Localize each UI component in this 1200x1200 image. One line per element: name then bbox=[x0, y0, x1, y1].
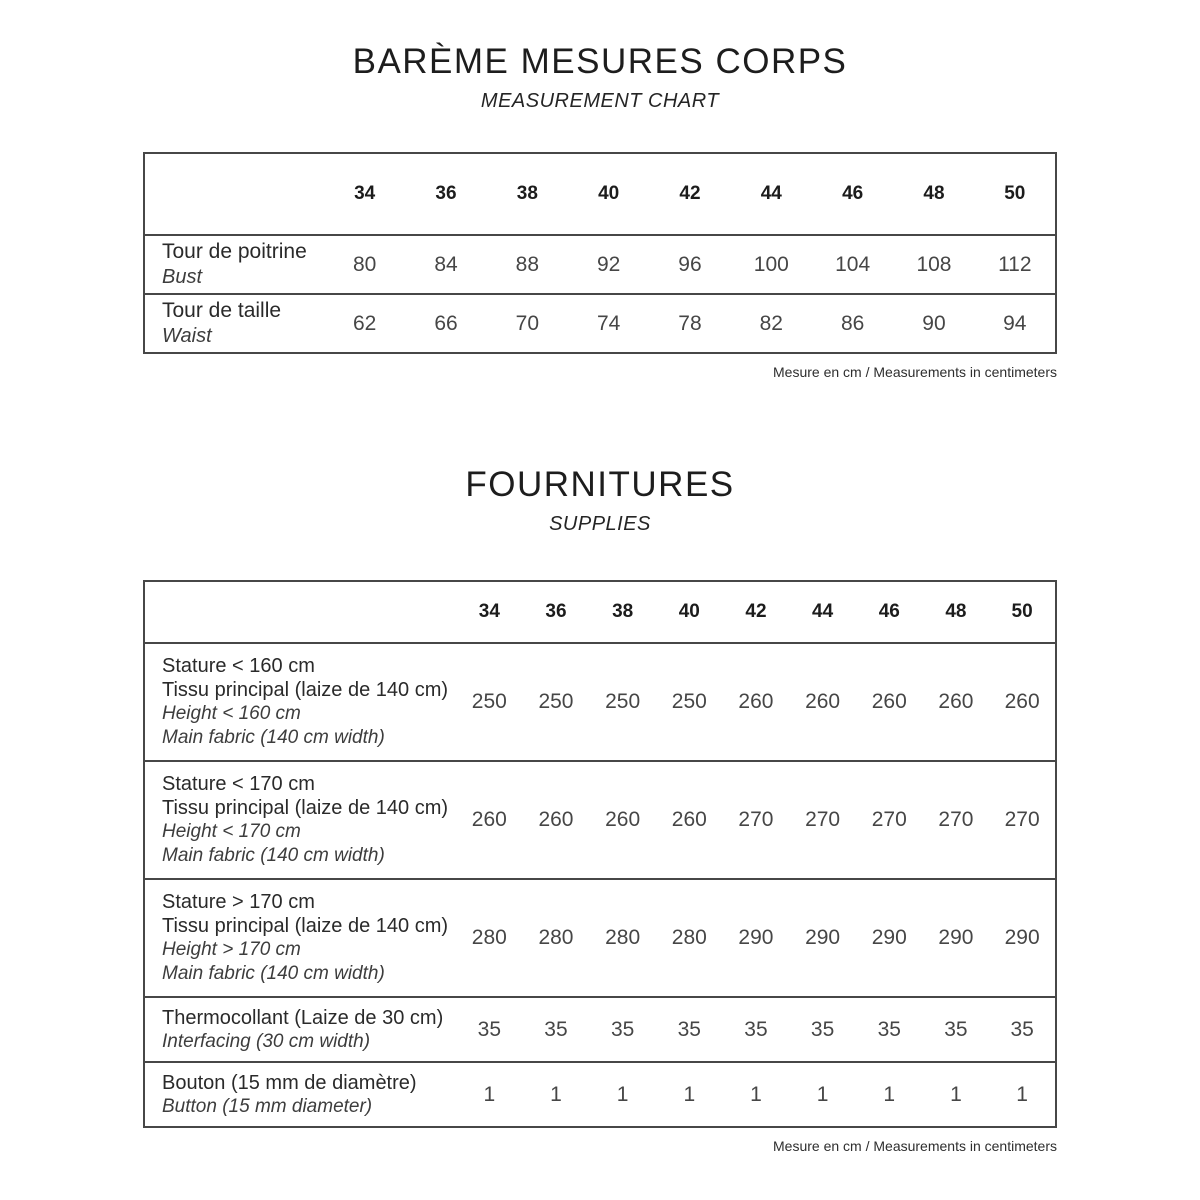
row-label-fr: Stature < 160 cm bbox=[162, 655, 315, 677]
table-row-waist bbox=[144, 294, 1056, 353]
row-label bbox=[144, 235, 324, 294]
row-label-en: Height > 170 cm bbox=[162, 939, 301, 960]
value-cell: 1 bbox=[616, 1082, 629, 1106]
value-cell: 84 bbox=[434, 252, 458, 276]
value-cell: 250 bbox=[671, 690, 707, 713]
row-label-en: Waist bbox=[162, 325, 212, 347]
size-column-header: 38 bbox=[612, 601, 634, 622]
size-header-row bbox=[144, 153, 1056, 235]
value-cell: 66 bbox=[434, 311, 458, 335]
value-cell: 290 bbox=[938, 926, 974, 949]
value-cell: 260 bbox=[605, 808, 641, 831]
value-cell: 290 bbox=[871, 926, 907, 949]
value-cell: 290 bbox=[738, 926, 774, 949]
value-cell: 1 bbox=[550, 1082, 562, 1106]
value-cell: 270 bbox=[805, 808, 841, 831]
value-cell: 90 bbox=[922, 311, 946, 335]
table-row-interfacing bbox=[144, 997, 1056, 1062]
value-cell: 1 bbox=[883, 1082, 896, 1106]
value-cell: 74 bbox=[596, 311, 621, 335]
value-cell: 280 bbox=[671, 926, 707, 949]
size-column-header: 46 bbox=[842, 183, 864, 204]
row-label-en: Height < 160 cm bbox=[162, 703, 301, 724]
value-cell: 78 bbox=[678, 311, 702, 335]
value-cell: 270 bbox=[938, 808, 974, 831]
value-cell: 260 bbox=[738, 690, 774, 713]
value-cell: 1 bbox=[950, 1082, 962, 1106]
value-cell: 35 bbox=[544, 1017, 568, 1041]
size-column-header: 42 bbox=[679, 183, 701, 204]
value-cell: 250 bbox=[471, 690, 507, 713]
row-label-fr: Tour de taille bbox=[162, 299, 282, 322]
row-label bbox=[144, 1062, 456, 1127]
size-column-header: 34 bbox=[354, 183, 376, 204]
size-header-row bbox=[144, 581, 1056, 643]
size-column-header: 34 bbox=[478, 601, 500, 622]
value-cell: 260 bbox=[471, 808, 507, 831]
value-cell: 88 bbox=[515, 252, 539, 276]
value-cell: 280 bbox=[471, 926, 507, 949]
value-cell: 35 bbox=[744, 1017, 768, 1041]
value-cell: 62 bbox=[352, 311, 377, 335]
measurement-subtitle: MEASUREMENT CHART bbox=[480, 90, 720, 112]
size-column-header: 48 bbox=[923, 183, 945, 204]
value-cell: 270 bbox=[871, 808, 907, 831]
value-cell: 35 bbox=[1010, 1017, 1034, 1041]
row-label-fr: Stature < 170 cm bbox=[162, 773, 315, 795]
size-column-header: 44 bbox=[760, 183, 782, 204]
size-column-header: 44 bbox=[812, 601, 834, 622]
value-cell: 260 bbox=[805, 690, 841, 713]
value-cell: 260 bbox=[671, 808, 707, 831]
row-label-en: Main fabric (140 cm width) bbox=[162, 845, 385, 866]
value-cell: 112 bbox=[998, 252, 1032, 276]
value-cell: 35 bbox=[677, 1017, 701, 1041]
value-cell: 280 bbox=[605, 926, 641, 949]
measurement-title: BARÈME MESURES CORPS bbox=[352, 42, 848, 81]
size-column-header: 42 bbox=[745, 601, 767, 622]
row-label-fr: Tour de poitrine bbox=[162, 240, 307, 263]
size-column-header: 48 bbox=[945, 601, 967, 622]
row-label-fr: Stature > 170 cm bbox=[162, 891, 315, 913]
value-cell: 250 bbox=[538, 690, 574, 713]
row-label-en: Button (15 mm diameter) bbox=[162, 1095, 373, 1117]
value-cell: 35 bbox=[477, 1017, 501, 1041]
value-cell: 92 bbox=[596, 252, 621, 276]
value-cell: 82 bbox=[759, 311, 783, 335]
row-label-fr: Bouton (15 mm de diamètre) bbox=[162, 1071, 417, 1094]
row-label bbox=[144, 879, 456, 997]
value-cell: 250 bbox=[605, 690, 641, 713]
row-label bbox=[144, 997, 456, 1062]
value-cell: 1 bbox=[1016, 1082, 1028, 1106]
units-note: Mesure en cm / Measurements in centimeters bbox=[773, 1138, 1057, 1154]
value-cell: 100 bbox=[753, 252, 789, 276]
value-cell: 94 bbox=[1003, 311, 1027, 335]
value-cell: 104 bbox=[835, 252, 871, 276]
value-cell: 70 bbox=[515, 311, 539, 335]
row-label-en: Interfacing (30 cm width) bbox=[162, 1030, 371, 1052]
value-cell: 96 bbox=[678, 252, 702, 276]
size-column-header: 36 bbox=[545, 601, 567, 622]
value-cell: 290 bbox=[1004, 926, 1040, 949]
size-column-header: 40 bbox=[678, 601, 700, 622]
table-row-button bbox=[144, 1062, 1056, 1127]
measurement-table bbox=[143, 152, 1057, 354]
table-row-fabric-under-170 bbox=[144, 761, 1056, 879]
row-label-en: Main fabric (140 cm width) bbox=[162, 963, 385, 984]
row-label bbox=[144, 294, 324, 353]
row-label bbox=[144, 643, 456, 761]
table-row-bust bbox=[144, 235, 1056, 294]
value-cell: 290 bbox=[805, 926, 841, 949]
table-row-fabric-under-160 bbox=[144, 643, 1056, 761]
value-cell: 35 bbox=[610, 1017, 635, 1041]
value-cell: 260 bbox=[1004, 690, 1040, 713]
value-cell: 86 bbox=[840, 311, 865, 335]
row-label-en: Height < 170 cm bbox=[162, 821, 301, 842]
size-column-header: 40 bbox=[598, 183, 620, 204]
row-label-fr: Tissu principal (laize de 140 cm) bbox=[162, 797, 449, 819]
corner-cell bbox=[144, 153, 324, 235]
supplies-table bbox=[143, 580, 1057, 1128]
value-cell: 260 bbox=[938, 690, 974, 713]
value-cell: 80 bbox=[352, 252, 377, 276]
units-note: Mesure en cm / Measurements in centimeters bbox=[773, 364, 1057, 380]
row-label-fr: Tissu principal (laize de 140 cm) bbox=[162, 679, 449, 701]
size-column-header: 46 bbox=[878, 601, 900, 622]
value-cell: 280 bbox=[538, 926, 574, 949]
value-cell: 35 bbox=[810, 1017, 835, 1041]
value-cell: 1 bbox=[750, 1082, 762, 1106]
value-cell: 270 bbox=[738, 808, 774, 831]
size-column-header: 38 bbox=[516, 183, 538, 204]
supplies-title: FOURNITURES bbox=[465, 465, 735, 504]
size-column-header: 50 bbox=[1011, 601, 1033, 622]
value-cell: 260 bbox=[871, 690, 907, 713]
row-label-en: Bust bbox=[162, 266, 203, 288]
value-cell: 35 bbox=[877, 1017, 901, 1041]
table-row-fabric-over-170 bbox=[144, 879, 1056, 997]
value-cell: 260 bbox=[538, 808, 574, 831]
value-cell: 35 bbox=[944, 1017, 968, 1041]
value-cell: 108 bbox=[916, 252, 952, 276]
row-label-en: Main fabric (140 cm width) bbox=[162, 727, 385, 748]
size-column-header: 36 bbox=[435, 183, 457, 204]
size-column-header: 50 bbox=[1004, 183, 1026, 204]
row-label-fr: Tissu principal (laize de 140 cm) bbox=[162, 915, 449, 937]
row-label-fr: Thermocollant (Laize de 30 cm) bbox=[162, 1006, 444, 1029]
value-cell: 270 bbox=[1004, 808, 1040, 831]
row-label bbox=[144, 761, 456, 879]
value-cell: 1 bbox=[483, 1082, 496, 1106]
value-cell: 1 bbox=[816, 1082, 829, 1106]
supplies-subtitle: SUPPLIES bbox=[549, 513, 651, 535]
value-cell: 1 bbox=[683, 1082, 696, 1106]
corner-cell bbox=[144, 581, 456, 643]
